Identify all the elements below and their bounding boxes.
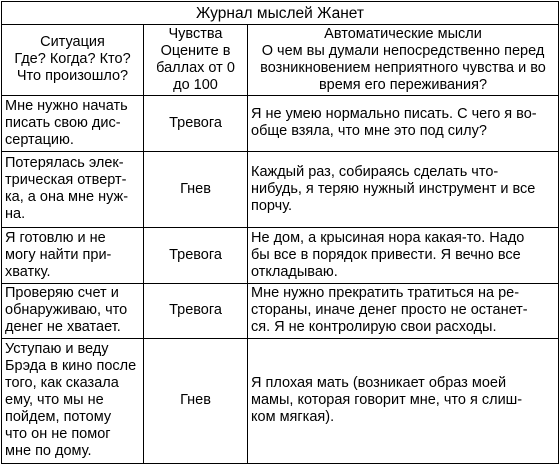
feeling-cell (144, 338, 248, 463)
feeling-text: Тревога (169, 302, 222, 319)
header-row (2, 25, 559, 95)
thought-cell (248, 151, 559, 227)
situation-cell (2, 95, 144, 151)
thought-text: Не дом, а крысиная нора какая-то. Надо бы все в порядок привести. Я вечно все откладываю. (251, 229, 525, 280)
table-title (2, 2, 559, 25)
situation-text: Проверяю счет и обнаруживаю, что денег не хватает. (5, 285, 128, 336)
thought-text: Я плохая мать (возникает образ моей мамы, которая говорит мне, что я слиш- ком мягкая). (251, 375, 523, 426)
thought-cell (248, 95, 559, 151)
feeling-text: Тревога (169, 114, 222, 131)
situation-text: Я готовлю и не могу найти при- хватку. (5, 229, 112, 280)
header-situation-text: Ситуация Где? Когда? Кто? Что произошло? (14, 34, 131, 85)
thought-text: Мне нужно прекратить тратиться на ре- стораны, иначе денег просто не останет- ся. Я не контролирую свои расходы. (251, 285, 528, 336)
thought-text: Я не умею нормально писать. С чего я во- обще взяла, что мне это под силу? (251, 106, 537, 140)
situation-cell (2, 338, 144, 463)
feeling-cell (144, 95, 248, 151)
header-thoughts (248, 25, 559, 95)
situation-text: Уступаю и веду Брэда в кино после того, как сказала ему, что мы не пойдем, потому что он не помог мне по дому. (5, 341, 137, 460)
situation-cell (2, 151, 144, 227)
table-row (2, 338, 559, 463)
header-feelings-text: Чувства Оцените в баллах от 0 до 100 (156, 25, 235, 93)
feeling-cell (144, 227, 248, 283)
table-row (2, 151, 559, 227)
thought-cell (248, 227, 559, 283)
feeling-text: Гнев (180, 392, 211, 409)
feeling-cell (144, 283, 248, 338)
situation-cell (2, 227, 144, 283)
situation-text: Потерялась элек- трическая отверт- ка, а она мне нуж- на. (5, 155, 129, 223)
title-row (2, 2, 559, 25)
thought-cell (248, 283, 559, 338)
situation-cell (2, 283, 144, 338)
thought-text: Каждый раз, собираясь сделать что- нибудь, я теряю нужный инструмент и все порчу. (251, 163, 536, 214)
thought-cell (248, 338, 559, 463)
table-row (2, 95, 559, 151)
table-row (2, 227, 559, 283)
thought-journal-table (1, 1, 559, 464)
feeling-text: Тревога (169, 246, 222, 263)
feeling-cell (144, 151, 248, 227)
header-thoughts-text: Автоматические мысли О чем вы думали непосредственно перед возникновением неприятного чувства и во время его переживания? (260, 25, 546, 93)
feeling-text: Гнев (180, 180, 211, 197)
header-situation (2, 25, 144, 95)
header-feelings (144, 25, 248, 95)
table-row (2, 283, 559, 338)
situation-text: Мне нужно начать писать свою дис- сертацию. (5, 97, 128, 148)
table-title-text: Журнал мыслей Жанет (196, 4, 364, 22)
